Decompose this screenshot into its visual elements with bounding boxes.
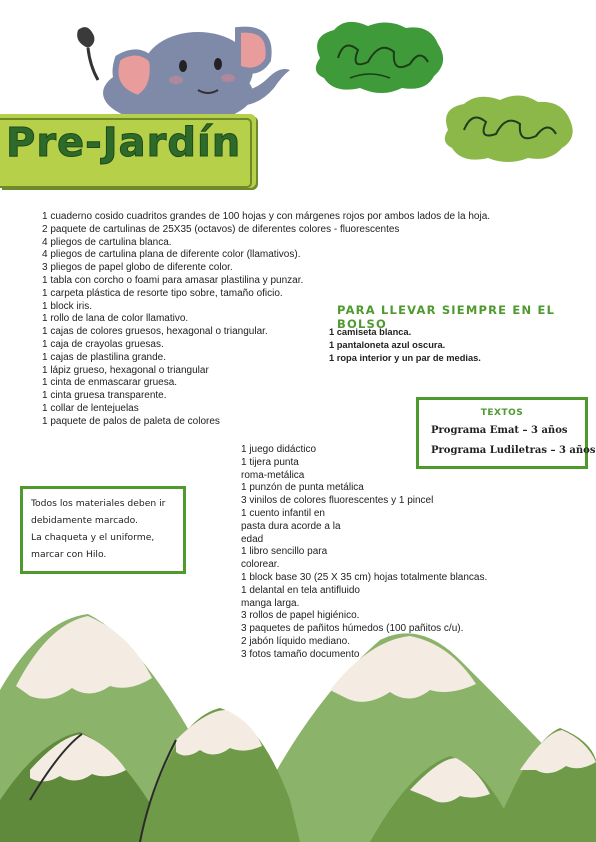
list-item: 1 caja de crayolas gruesas.: [42, 338, 164, 350]
list-item: 1 camiseta blanca.: [329, 327, 412, 337]
list-item: 1 cinta gruesa transparente.: [42, 390, 167, 402]
list-item: 1 carpeta plástica de resorte tipo sobre, tamaño oficio.: [42, 287, 283, 299]
note-line: debidamente marcado.: [31, 515, 138, 526]
list-item: 3 paquetes de pañitos húmedos (100 pañitos c/u).: [241, 623, 464, 635]
list-item: 1 rollo de lana de color llamativo.: [42, 313, 189, 325]
mountains-illustration: [0, 597, 596, 842]
list-item: pasta dura acorde a la: [241, 520, 341, 532]
note-line: Todos los materiales deben ir: [31, 498, 166, 509]
bush-illustration-bottom: [440, 92, 576, 162]
list-item: 3 fotos tamaño documento: [241, 648, 360, 660]
list-item: 1 cajas de colores gruesos, hexagonal o triangular.: [42, 326, 268, 338]
note-line: marcar con Hilo.: [31, 549, 107, 560]
note-text: [31, 495, 165, 563]
bag-list: [329, 326, 481, 365]
bag-section-title: PARA LLEVAR SIEMPRE EN EL BOLSO: [337, 303, 556, 331]
list-item: 1 libro sencillo para: [241, 546, 328, 558]
textos-title: TEXTOS: [480, 408, 524, 418]
list-item: 1 block base 30 (25 X 35 cm) hojas totalmente blancas.: [241, 571, 488, 583]
textos-item: Programa Ludiletras – 3 años: [431, 445, 596, 456]
list-item: 1 cuento infantil en: [241, 507, 325, 519]
list-item: 1 tabla con corcho o foami para amasar plastilina y punzar.: [42, 274, 304, 286]
list-item: 1 collar de lentejuelas: [42, 402, 139, 414]
list-item: 3 vinilos de colores fluorescentes y 1 pincel: [241, 495, 434, 507]
note-box: [20, 486, 186, 574]
list-item: 3 pliegos de papel globo de diferente color.: [42, 262, 233, 274]
list-item: 1 tijera punta: [241, 456, 299, 468]
list-item: 1 cajas de plastilina grande.: [42, 351, 166, 363]
list-item: 2 jabón líquido mediano.: [241, 635, 350, 647]
list-item: colorear.: [241, 559, 280, 571]
list-item: 1 delantal en tela antifluido: [241, 584, 360, 596]
bush-illustration-top: [310, 18, 446, 94]
list-item: manga larga.: [241, 597, 300, 609]
list-item: 3 rollos de papel higiénico.: [241, 610, 360, 622]
list-item: 2 paquete de cartulinas de 25X35 (octavos) de diferentes colores - fluorescentes: [42, 223, 400, 235]
list-item: 1 cinta de enmascarar gruesa.: [42, 377, 178, 389]
list-item: 1 ropa interior y un par de medias.: [329, 353, 481, 363]
note-line: La chaqueta y el uniforme,: [31, 532, 155, 543]
list-item: 1 lápiz grueso, hexagonal o triangular: [42, 364, 209, 376]
list-item: 1 paquete de palos de paleta de colores: [42, 415, 220, 427]
list-item: roma-metálica: [241, 469, 305, 481]
list-item: 1 block iris.: [42, 300, 93, 312]
list-item: 1 juego didáctico: [241, 444, 317, 455]
list-item: 1 pantaloneta azul oscura.: [329, 340, 446, 350]
elephant-illustration: [68, 18, 298, 118]
list-item: edad: [241, 533, 264, 545]
list-item: 1 punzón de punta metálica: [241, 482, 364, 494]
textos-item: Programa Emat – 3 años: [431, 425, 568, 436]
list-item: 4 pliegos de cartulina plana de diferente color (llamativos).: [42, 249, 301, 261]
page-title: Pre-Jardín: [6, 120, 242, 166]
list-item: 1 cuaderno cosido cuadritos grandes de 100 hojas y con márgenes rojos por ambos lados de la hoja.: [42, 211, 491, 222]
title-banner: [0, 114, 256, 188]
list-item: 4 pliegos de cartulina blanca.: [42, 236, 172, 248]
